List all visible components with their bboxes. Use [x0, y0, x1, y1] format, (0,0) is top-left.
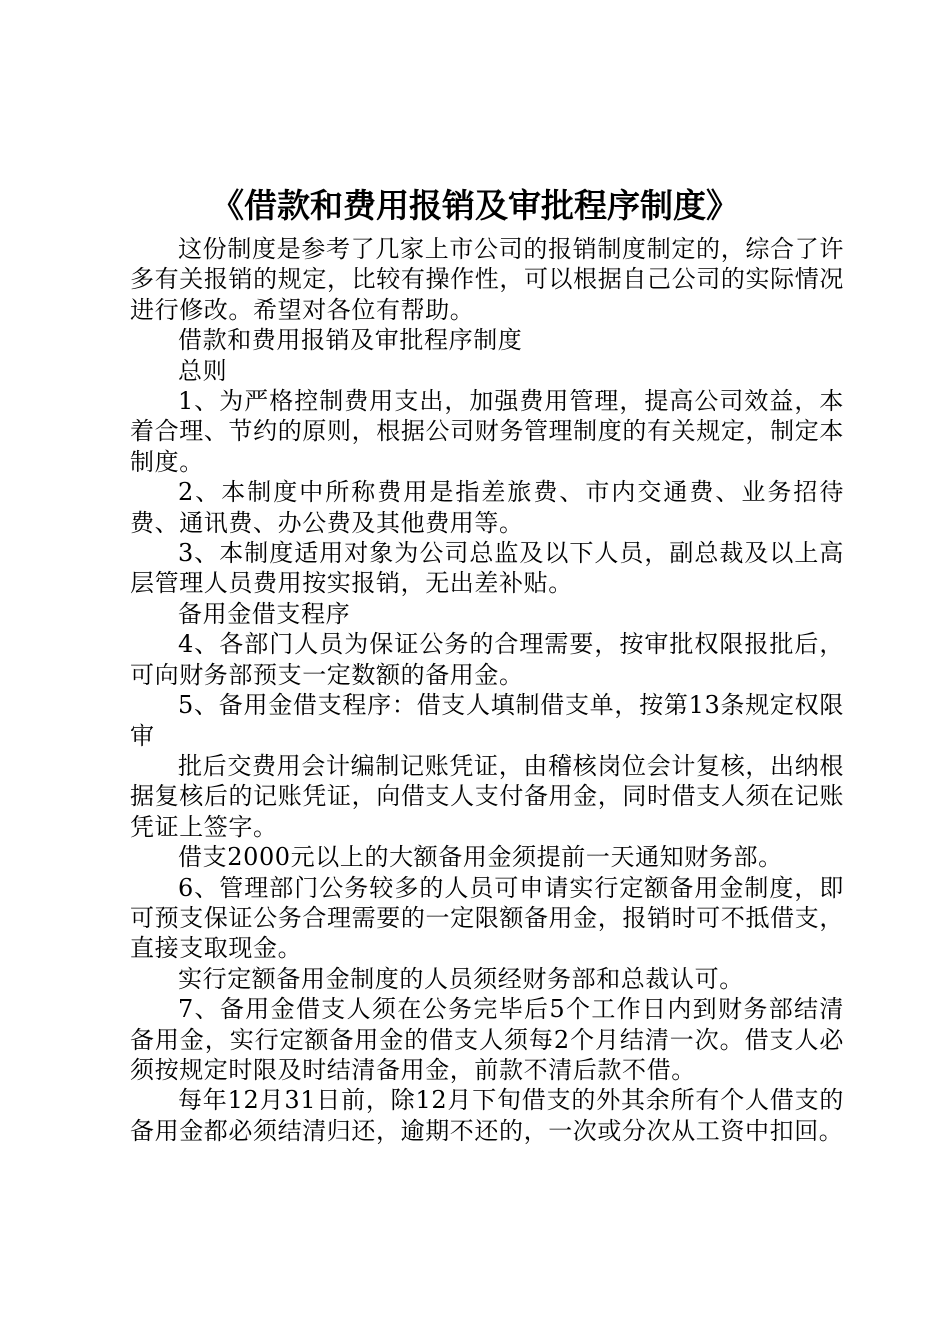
document-body: [130, 234, 844, 1146]
clause-2: 2、本制度中所称费用是指差旅费、市内交通费、业务招待费、通讯费、办公费及其他费用等。: [130, 478, 844, 537]
clause-4: 4、各部门人员为保证公务的合理需要，按审批权限报批后，可向财务部预支一定数额的备用金。: [130, 630, 844, 689]
clause-1: 1、为严格控制费用支出，加强费用管理，提高公司效益，本着合理、节约的原则，根据公司财务管理制度的有关规定，制定本制度。: [130, 387, 844, 476]
clause-5: 5、备用金借支程序：借支人填制借支单，按第13条规定权限审: [130, 691, 844, 750]
large-advance-note: 借支2000元以上的大额备用金须提前一天通知财务部。: [178, 843, 783, 872]
clause-6: 6、管理部门公务较多的人员可申请实行定额备用金制度，即可预支保证公务合理需要的一定限额备用金，报销时可不抵借支，直接支取现金。: [130, 873, 844, 963]
document-title: 《借款和费用报销及审批程序制度》: [211, 186, 739, 225]
section-heading-general: 总则: [178, 356, 228, 385]
clause-5-continued: 批后交费用会计编制记账凭证，由稽核岗位会计复核，出纳根据复核后的记账凭证，向借支人支付备用金，同时借支人须在记账凭证上签字。: [130, 751, 844, 841]
year-end-note: 每年12月31日前，除12月下旬借支的外其余所有个人借支的备用金都必须结清归还，逾期不还的，一次或分次从工资中扣回。: [130, 1086, 844, 1145]
intro-paragraph: 这份制度是参考了几家上市公司的报销制度制定的，综合了许多有关报销的规定，比较有操作性，可以根据自己公司的实际情况进行修改。希望对各位有帮助。: [130, 235, 844, 324]
clause-7: 7、备用金借支人须在公务完毕后5个工作日内到财务部结清备用金，实行定额备用金的借支人须每2个月结清一次。借支人必须按规定时限及时结清备用金，前款不清后款不借。: [130, 995, 844, 1084]
fixed-advance-note: 实行定额备用金制度的人员须经财务部和总裁认可。: [178, 964, 744, 993]
section-heading: 借款和费用报销及审批程序制度: [178, 326, 523, 355]
clause-3: 3、本制度适用对象为公司总监及以下人员，副总裁及以上高层管理人员费用按实报销，无出差补贴。: [130, 539, 844, 598]
section-heading-petty-cash: 备用金借支程序: [178, 599, 351, 628]
